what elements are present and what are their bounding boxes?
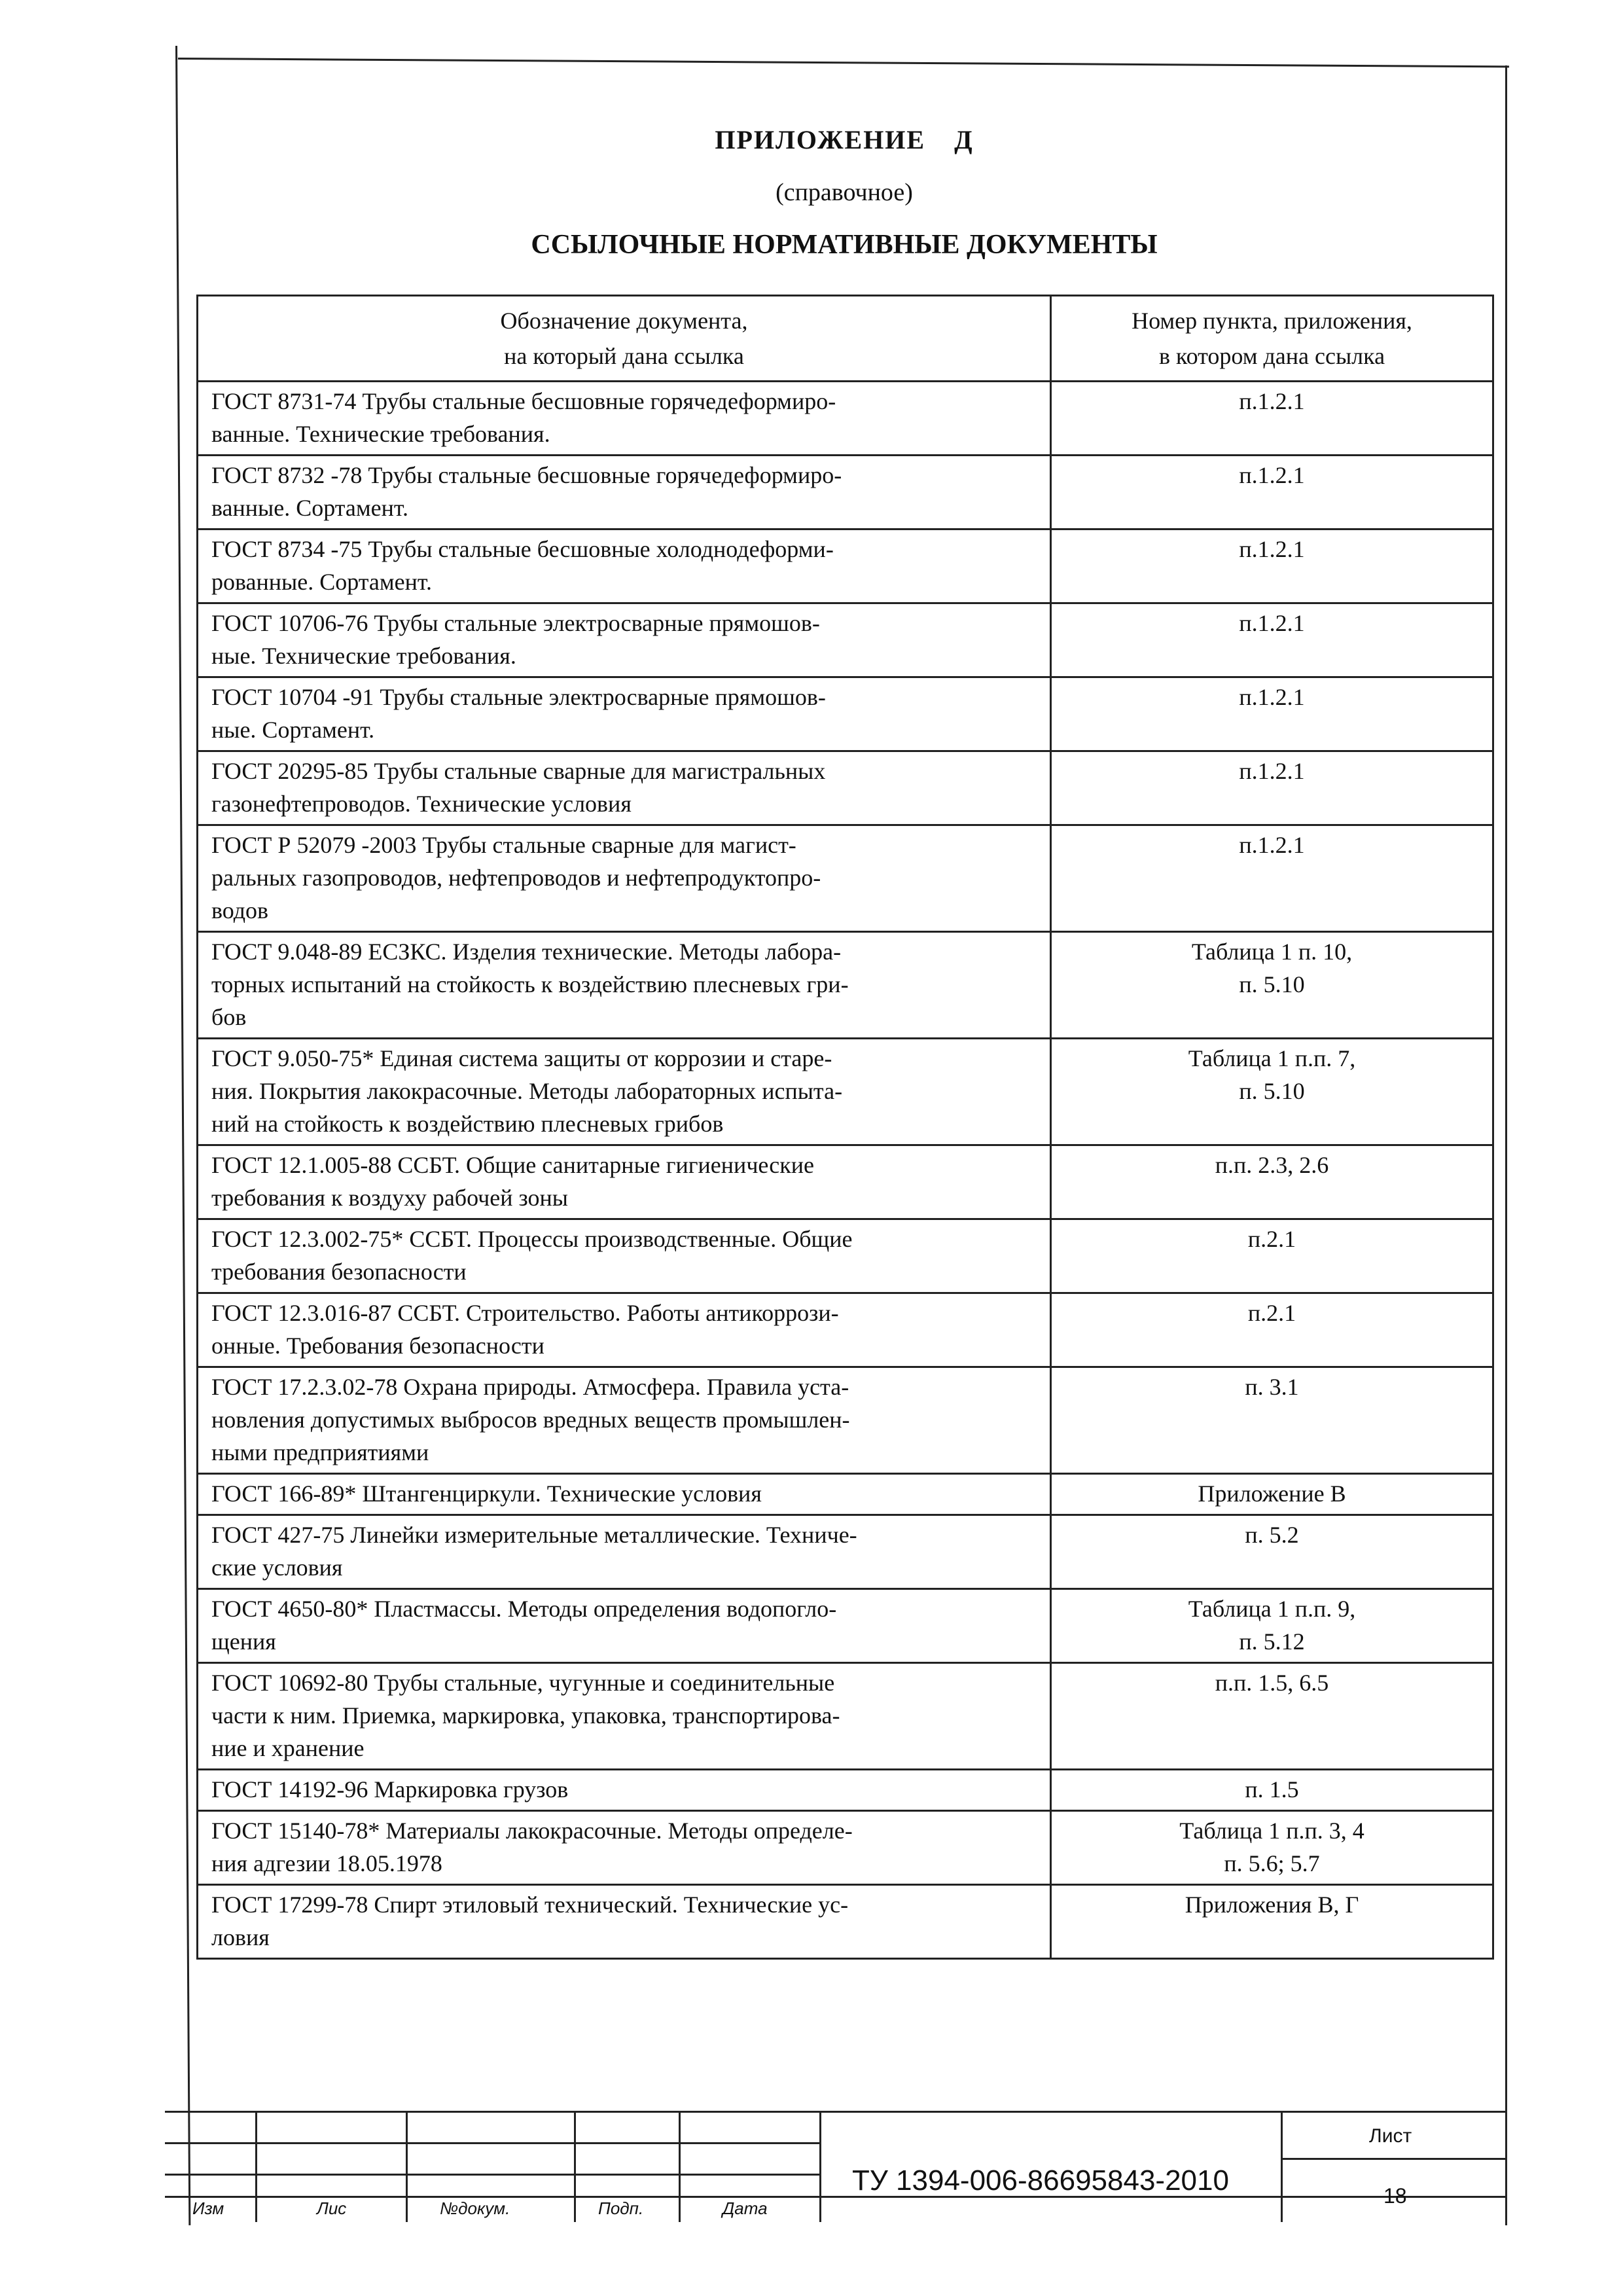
document-text-line: онные. Требования безопасности bbox=[211, 1333, 544, 1359]
reference-clause-cell bbox=[1051, 1039, 1493, 1145]
table-row bbox=[198, 1219, 1493, 1293]
table-row bbox=[198, 1885, 1493, 1959]
page-frame-left-border bbox=[175, 46, 190, 2225]
page-frame-top-border bbox=[178, 58, 1509, 67]
document-designation-cell bbox=[198, 1885, 1051, 1959]
stamp-line bbox=[406, 2111, 408, 2222]
document-text-line: ГОСТ 15140-78* Материалы лакокрасочные. Методы определе- bbox=[211, 1818, 853, 1844]
document-text-line: требования к воздуху рабочей зоны bbox=[211, 1185, 568, 1211]
document-text-line: ГОСТ 10706-76 Трубы стальные электросварные прямошов- bbox=[211, 610, 820, 636]
stamp-line bbox=[165, 2142, 819, 2144]
reference-text-line: п.1.2.1 bbox=[1239, 684, 1305, 710]
reference-text-line: Приложения В, Г bbox=[1185, 1892, 1359, 1918]
document-text-line: ГОСТ 8732 -78 Трубы стальные бесшовные горячедеформиро- bbox=[211, 462, 842, 488]
reference-clause-cell bbox=[1051, 1219, 1493, 1293]
document-text-line: требования безопасности bbox=[211, 1259, 467, 1285]
document-text-line: ные. Сортамент. bbox=[211, 717, 375, 743]
stamp-line bbox=[165, 2174, 819, 2176]
header-line: в котором дана ссылка bbox=[1158, 343, 1385, 369]
document-text-line: ГОСТ 166-89* Штангенциркули. Технические условия bbox=[211, 1480, 762, 1507]
document-text-line: ГОСТ 8734 -75 Трубы стальные бесшовные холоднодеформи- bbox=[211, 536, 834, 562]
table-row bbox=[198, 1474, 1493, 1515]
stamp-label-sheet: Лис bbox=[317, 2198, 347, 2218]
document-text-line: ние и хранение bbox=[211, 1735, 365, 1761]
appendix-title bbox=[183, 124, 1505, 155]
document-text-line: ские условия bbox=[211, 1554, 343, 1581]
document-text-line: ГОСТ 20295-85 Трубы стальные сварные для магистральных bbox=[211, 758, 826, 784]
reference-clause-cell bbox=[1051, 825, 1493, 932]
reference-clause-cell bbox=[1051, 1515, 1493, 1589]
stamp-line bbox=[1281, 2111, 1283, 2222]
reference-clause-cell bbox=[1051, 1293, 1493, 1367]
appendix-letter: Д bbox=[954, 125, 974, 154]
reference-text-line: п.2.1 bbox=[1247, 1226, 1296, 1252]
reference-clause-cell bbox=[1051, 1145, 1493, 1219]
document-text-line: ГОСТ 9.050-75* Единая система защиты от коррозии и старе- bbox=[211, 1045, 832, 1071]
reference-clause-cell bbox=[1051, 603, 1493, 677]
document-text-line: ГОСТ 10704 -91 Трубы стальные электросварные прямошов- bbox=[211, 684, 826, 710]
table-row bbox=[198, 529, 1493, 603]
table-row bbox=[198, 456, 1493, 529]
table-row bbox=[198, 1663, 1493, 1770]
stamp-label-signature: Подп. bbox=[598, 2198, 644, 2218]
document-designation-cell bbox=[198, 1039, 1051, 1145]
document-text-line: ГОСТ 8731-74 Трубы стальные бесшовные горячедеформиро- bbox=[211, 388, 836, 414]
document-designation-cell bbox=[198, 751, 1051, 825]
stamp-line bbox=[679, 2111, 681, 2222]
document-designation-cell bbox=[198, 1811, 1051, 1885]
reference-clause-cell bbox=[1051, 932, 1493, 1039]
reference-clause-cell bbox=[1051, 1589, 1493, 1663]
document-text-line: ГОСТ 4650-80* Пластмассы. Методы определения водопогло- bbox=[211, 1596, 837, 1622]
reference-text-line: п. 5.6; 5.7 bbox=[1224, 1850, 1320, 1876]
document-designation-cell bbox=[198, 1145, 1051, 1219]
stamp-line bbox=[165, 2111, 1507, 2113]
table-row bbox=[198, 677, 1493, 751]
document-text-line: ГОСТ 12.3.016-87 ССБТ. Строительство. Работы антикоррози- bbox=[211, 1300, 839, 1326]
header-line: на который дана ссылка bbox=[504, 343, 744, 369]
reference-text-line: п.п. 1.5, 6.5 bbox=[1215, 1670, 1329, 1696]
reference-text-line: п.п. 2.3, 2.6 bbox=[1215, 1152, 1329, 1178]
document-text-line: ГОСТ 12.1.005-88 ССБТ. Общие санитарные гигиенические bbox=[211, 1152, 815, 1178]
header-document-designation bbox=[198, 296, 1051, 382]
document-text-line: ГОСТ 427-75 Линейки измерительные металлические. Техниче- bbox=[211, 1522, 857, 1548]
reference-clause-cell bbox=[1051, 751, 1493, 825]
document-text-line: ГОСТ 17299-78 Спирт этиловый технический. Технические ус- bbox=[211, 1892, 849, 1918]
table-row bbox=[198, 1039, 1493, 1145]
reference-text-line: п.1.2.1 bbox=[1239, 462, 1305, 488]
reference-text-line: Таблица 1 п. 10, bbox=[1191, 939, 1353, 965]
reference-text-line: п.1.2.1 bbox=[1239, 610, 1305, 636]
table-row bbox=[198, 1770, 1493, 1811]
document-text-line: ГОСТ 10692-80 Трубы стальные, чугунные и соединительные bbox=[211, 1670, 835, 1696]
document-designation-cell bbox=[198, 1367, 1051, 1474]
appendix-title-word: ПРИЛОЖЕНИЕ bbox=[715, 125, 926, 154]
header-line: Обозначение документа, bbox=[500, 308, 748, 334]
reference-clause-cell bbox=[1051, 529, 1493, 603]
header-line: Номер пункта, приложения, bbox=[1132, 308, 1412, 334]
document-text-line: газонефтепроводов. Технические условия bbox=[211, 791, 632, 817]
reference-text-line: п. 5.10 bbox=[1239, 971, 1305, 997]
document-designation-cell bbox=[198, 456, 1051, 529]
document-designation-cell bbox=[198, 603, 1051, 677]
document-designation-cell bbox=[198, 1293, 1051, 1367]
reference-clause-cell bbox=[1051, 1770, 1493, 1811]
reference-text-line: п.2.1 bbox=[1247, 1300, 1296, 1326]
document-text-line: ния. Покрытия лакокрасочные. Методы лабораторных испыта- bbox=[211, 1078, 843, 1104]
reference-text-line: Таблица 1 п.п. 7, bbox=[1188, 1045, 1356, 1071]
reference-clause-cell bbox=[1051, 1885, 1493, 1959]
table-row bbox=[198, 1515, 1493, 1589]
reference-text-line: п.1.2.1 bbox=[1239, 832, 1305, 858]
reference-clause-cell bbox=[1051, 1663, 1493, 1770]
reference-text-line: п. 3.1 bbox=[1245, 1374, 1299, 1400]
stamp-label-doc-number: №докум. bbox=[440, 2198, 510, 2218]
table-header-row bbox=[198, 296, 1493, 382]
stamp-label-date: Дата bbox=[722, 2198, 768, 2218]
document-text-line: новления допустимых выбросов вредных веществ промышлен- bbox=[211, 1407, 850, 1433]
document-designation-cell bbox=[198, 825, 1051, 932]
document-designation-cell bbox=[198, 1663, 1051, 1770]
document-designation-cell bbox=[198, 932, 1051, 1039]
stamp-line bbox=[819, 2111, 821, 2222]
reference-text-line: п. 5.10 bbox=[1239, 1078, 1305, 1104]
document-text-line: ГОСТ Р 52079 -2003 Трубы стальные сварные для магист- bbox=[211, 832, 796, 858]
document-text-line: ГОСТ 14192-96 Маркировка грузов bbox=[211, 1776, 569, 1803]
stamp-line bbox=[165, 2196, 1507, 2198]
header-reference-clause bbox=[1051, 296, 1493, 382]
sheet-label: Лист bbox=[1369, 2125, 1412, 2147]
document-text-line: водов bbox=[211, 897, 269, 924]
reference-clause-cell bbox=[1051, 1811, 1493, 1885]
page-frame-right-border bbox=[1505, 65, 1507, 2225]
table-body bbox=[198, 382, 1493, 1959]
table-row bbox=[198, 1811, 1493, 1885]
reference-documents-table bbox=[196, 295, 1494, 1960]
document-designation-cell bbox=[198, 1515, 1051, 1589]
document-text-line: ванные. Сортамент. bbox=[211, 495, 408, 521]
document-text-line: ГОСТ 9.048-89 ЕСЗКС. Изделия технические. Методы лабора- bbox=[211, 939, 842, 965]
table-row bbox=[198, 1589, 1493, 1663]
document-text-line: ний на стойкость к воздействию плесневых грибов bbox=[211, 1111, 724, 1137]
document-designation-cell bbox=[198, 529, 1051, 603]
table-row bbox=[198, 1367, 1493, 1474]
document-designation-cell bbox=[198, 1219, 1051, 1293]
table-row bbox=[198, 1145, 1493, 1219]
document-text-line: ные. Технические требования. bbox=[211, 643, 516, 669]
stamp-line bbox=[574, 2111, 576, 2222]
document-text-line: торных испытаний на стойкость к воздействию плесневых гри- bbox=[211, 971, 849, 997]
stamp-line bbox=[255, 2111, 257, 2222]
document-designation-cell bbox=[198, 382, 1051, 456]
document-text-line: ральных газопроводов, нефтепроводов и нефтепродуктопро- bbox=[211, 865, 821, 891]
appendix-heading: ССЫЛОЧНЫЕ НОРМАТИВНЫЕ ДОКУМЕНТЫ bbox=[531, 230, 1158, 260]
table-row bbox=[198, 382, 1493, 456]
reference-text-line: Приложение В bbox=[1198, 1480, 1346, 1507]
sheet-number: 18 bbox=[1383, 2184, 1407, 2208]
table-row bbox=[198, 751, 1493, 825]
appendix-status: (справочное) bbox=[776, 179, 913, 206]
document-text-line: ГОСТ 12.3.002-75* ССБТ. Процессы производственные. Общие bbox=[211, 1226, 853, 1252]
reference-text-line: п.1.2.1 bbox=[1239, 536, 1305, 562]
document-text-line: рованные. Сортамент. bbox=[211, 569, 432, 595]
reference-text-line: п. 5.2 bbox=[1245, 1522, 1299, 1548]
document-text-line: щения bbox=[211, 1628, 276, 1655]
reference-text-line: п. 5.12 bbox=[1239, 1628, 1305, 1655]
stamp-line bbox=[1281, 2158, 1507, 2160]
reference-clause-cell bbox=[1051, 382, 1493, 456]
table-row bbox=[198, 1293, 1493, 1367]
document-text-line: части к ним. Приемка, маркировка, упаковка, транспортирова- bbox=[211, 1702, 840, 1729]
table-row bbox=[198, 932, 1493, 1039]
document-designation-cell bbox=[198, 1589, 1051, 1663]
table-row bbox=[198, 825, 1493, 932]
table-row bbox=[198, 603, 1493, 677]
reference-text-line: п. 1.5 bbox=[1245, 1776, 1299, 1803]
document-designation-cell bbox=[198, 1474, 1051, 1515]
reference-clause-cell bbox=[1051, 1474, 1493, 1515]
reference-clause-cell bbox=[1051, 456, 1493, 529]
reference-text-line: п.1.2.1 bbox=[1239, 758, 1305, 784]
document-designation-cell bbox=[198, 677, 1051, 751]
document-designation-cell bbox=[198, 1770, 1051, 1811]
document-text-line: ния адгезии 18.05.1978 bbox=[211, 1850, 442, 1876]
reference-clause-cell bbox=[1051, 1367, 1493, 1474]
reference-text-line: Таблица 1 п.п. 3, 4 bbox=[1179, 1818, 1364, 1844]
document-text-line: бов bbox=[211, 1004, 247, 1030]
reference-clause-cell bbox=[1051, 677, 1493, 751]
document-code: ТУ 1394-006-86695843-2010 bbox=[852, 2164, 1229, 2197]
document-text-line: ГОСТ 17.2.3.02-78 Охрана природы. Атмосфера. Правила уста- bbox=[211, 1374, 849, 1400]
reference-text-line: Таблица 1 п.п. 9, bbox=[1188, 1596, 1356, 1622]
stamp-label-change: Изм bbox=[192, 2198, 224, 2218]
document-text-line: ными предприятиями bbox=[211, 1439, 429, 1465]
reference-text-line: п.1.2.1 bbox=[1239, 388, 1305, 414]
document-text-line: ванные. Технические требования. bbox=[211, 421, 550, 447]
document-text-line: ловия bbox=[211, 1924, 270, 1950]
title-block-stamp bbox=[165, 2111, 1507, 2222]
